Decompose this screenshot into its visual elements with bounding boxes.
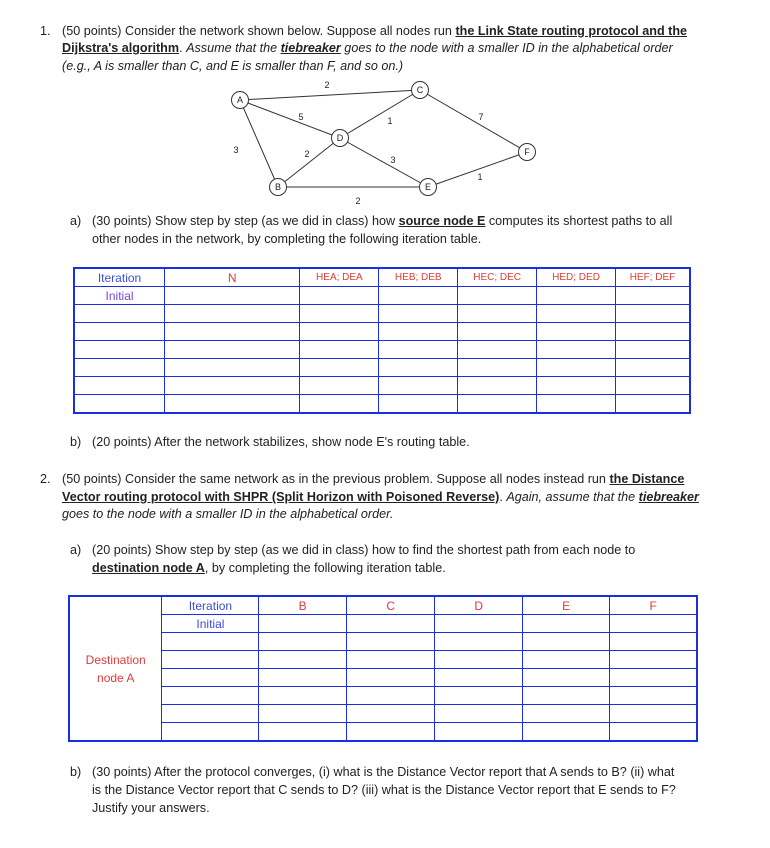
table-cell — [458, 305, 537, 323]
node-label: F — [524, 147, 530, 157]
table-row — [74, 305, 690, 323]
table-cell — [379, 341, 458, 359]
table-cell — [162, 705, 259, 723]
destination-label-line1: Destination — [85, 652, 146, 667]
table-cell — [615, 287, 690, 305]
q1-line1: (50 points) Consider the network shown below. Suppose all nodes run the Link State routing protocol and the — [62, 24, 688, 38]
node-label: B — [274, 182, 282, 192]
q1-number: 1. — [40, 24, 51, 38]
table-cell — [522, 723, 610, 742]
q2-line1: (50 points) Consider the same network as in the previous problem. Suppose all nodes instead run the Distance — [62, 472, 685, 486]
q2-line3: goes to the node with a smaller ID in the alphabetical order. — [62, 507, 394, 521]
table-cell — [165, 287, 300, 305]
table-row — [69, 705, 697, 723]
table-cell — [300, 359, 379, 377]
table-cell — [346, 687, 435, 705]
table-cell — [379, 359, 458, 377]
edge-weight: 7 — [478, 112, 484, 122]
table-cell — [259, 633, 347, 651]
q1b-label: b) — [70, 435, 82, 449]
table-cell — [458, 377, 537, 395]
table-cell — [300, 377, 379, 395]
table-cell — [522, 687, 610, 705]
table-cell — [610, 705, 697, 723]
table-cell — [435, 669, 523, 687]
table-cell — [615, 323, 690, 341]
q2a-label: a) — [70, 543, 82, 557]
q1a-label: a) — [70, 214, 82, 228]
table-cell — [379, 377, 458, 395]
table-cell — [537, 305, 616, 323]
table-row — [74, 359, 690, 377]
table-cell — [522, 615, 610, 633]
edge-weight: 2 — [324, 80, 330, 90]
table-cell — [259, 723, 347, 742]
column-header: HEF; DEF — [615, 268, 690, 287]
table-cell — [162, 723, 259, 742]
edge-weight: 3 — [233, 145, 239, 155]
table-row — [69, 615, 697, 633]
destination-label-line2: node A — [97, 670, 135, 685]
table-cell — [162, 669, 259, 687]
table-cell — [458, 287, 537, 305]
q1-line3: (e.g., A is smaller than C, and E is smaller than F, and so on.) — [62, 59, 404, 73]
column-header: C — [346, 596, 435, 615]
q2b-label: b) — [70, 765, 82, 779]
edge-BD — [278, 138, 340, 187]
edge-weight: 3 — [390, 155, 396, 165]
column-header: F — [610, 596, 697, 615]
table-cell — [522, 633, 610, 651]
table-cell — [615, 359, 690, 377]
column-header: Iteration — [162, 596, 259, 615]
table-row — [69, 633, 697, 651]
q2a-line2: destination node A, by completing the following iteration table. — [92, 561, 446, 575]
table-cell — [346, 615, 435, 633]
column-header: N — [165, 268, 300, 287]
q2b-line2: is the Distance Vector report that C sends to D? (iii) what is the Distance Vector report that E sends to F? — [92, 783, 676, 797]
column-header: Iteration — [74, 268, 165, 287]
table-cell — [537, 287, 616, 305]
table-cell — [615, 395, 690, 414]
edge-DE — [340, 138, 428, 187]
table-cell — [458, 395, 537, 414]
table-cell — [435, 723, 523, 742]
table-row — [69, 723, 697, 742]
column-header: D — [435, 596, 523, 615]
table-cell — [435, 615, 523, 633]
table-cell — [615, 377, 690, 395]
table-cell — [259, 615, 347, 633]
table-cell — [537, 359, 616, 377]
table-cell — [346, 723, 435, 742]
q1b-text: (20 points) After the network stabilizes, show node E's routing table. — [92, 435, 470, 449]
table-row — [69, 596, 697, 615]
table-cell — [537, 341, 616, 359]
table-cell — [379, 287, 458, 305]
table-cell — [610, 615, 697, 633]
table-cell — [615, 341, 690, 359]
table-cell — [259, 669, 347, 687]
table-row — [74, 287, 690, 305]
q1a-line1: (30 points) Show step by step (as we did in class) how source node E computes its shortest paths to all — [92, 214, 673, 228]
table-cell — [379, 395, 458, 414]
table-cell — [259, 651, 347, 669]
table-row — [69, 669, 697, 687]
table-row — [74, 395, 690, 414]
table-cell — [165, 377, 300, 395]
table-cell — [165, 359, 300, 377]
q2-number: 2. — [40, 472, 51, 486]
column-header: B — [259, 596, 347, 615]
table-cell — [300, 323, 379, 341]
node-label: D — [336, 133, 344, 143]
table-cell — [74, 395, 165, 414]
table-cell — [435, 687, 523, 705]
table-cell — [537, 323, 616, 341]
table-cell — [435, 633, 523, 651]
table-cell — [458, 341, 537, 359]
table-cell — [165, 305, 300, 323]
table-cell — [537, 377, 616, 395]
table-cell — [162, 687, 259, 705]
table-cell — [435, 705, 523, 723]
column-header: HEC; DEC — [458, 268, 537, 287]
edge-weight: 2 — [304, 149, 310, 159]
column-header: HED; DED — [537, 268, 616, 287]
table-cell — [165, 395, 300, 414]
q2b-line3: Justify your answers. — [92, 801, 210, 815]
table-cell — [379, 305, 458, 323]
network-graph — [0, 0, 770, 215]
table-cell — [259, 687, 347, 705]
node-label: C — [416, 85, 424, 95]
table-cell — [610, 687, 697, 705]
edge-AB — [240, 100, 278, 187]
table-row — [69, 651, 697, 669]
table-cell — [74, 305, 165, 323]
table-cell — [165, 323, 300, 341]
edge-weight: 5 — [298, 112, 304, 122]
table-cell — [610, 633, 697, 651]
table-cell — [458, 323, 537, 341]
table-cell — [74, 377, 165, 395]
edge-weight: 1 — [387, 116, 393, 126]
table-cell — [522, 669, 610, 687]
table-cell — [300, 287, 379, 305]
table-cell — [300, 395, 379, 414]
table-cell — [615, 305, 690, 323]
table-cell — [435, 651, 523, 669]
node-label: E — [424, 182, 432, 192]
row-label-initial: Initial — [74, 287, 165, 305]
table-cell — [346, 651, 435, 669]
table-cell — [162, 633, 259, 651]
q1-line2: Dijkstra's algorithm. Assume that the tiebreaker goes to the node with a smaller ID in the alphabetical order — [62, 41, 673, 55]
table-cell — [346, 669, 435, 687]
edge-weight: 1 — [477, 172, 483, 182]
column-header: HEB; DEB — [379, 268, 458, 287]
edge-weight: 2 — [355, 196, 361, 206]
table-cell — [522, 651, 610, 669]
table-row — [74, 268, 690, 287]
table-cell — [74, 341, 165, 359]
column-header: HEA; DEA — [300, 268, 379, 287]
table-cell — [346, 633, 435, 651]
edge-CF — [420, 90, 527, 152]
column-header: E — [522, 596, 610, 615]
table-cell — [74, 359, 165, 377]
table-cell — [259, 705, 347, 723]
distance-vector-iteration-table — [68, 595, 698, 742]
table-cell — [300, 341, 379, 359]
row-label-initial: Initial — [162, 615, 259, 633]
table-cell — [74, 323, 165, 341]
table-cell — [165, 341, 300, 359]
table-cell — [537, 395, 616, 414]
table-cell — [522, 705, 610, 723]
edge-AC — [240, 90, 420, 100]
table-cell — [162, 651, 259, 669]
table-cell — [610, 651, 697, 669]
table-row — [74, 341, 690, 359]
node-label: A — [236, 95, 244, 105]
destination-label — [69, 596, 162, 741]
q2a-line1: (20 points) Show step by step (as we did in class) how to find the shortest path from each node to — [92, 543, 636, 557]
edge-DC — [340, 90, 420, 138]
edge-AD — [240, 100, 340, 138]
link-state-iteration-table — [73, 267, 691, 414]
q2-line2: Vector routing protocol with SHPR (Split Horizon with Poisoned Reverse). Again, assume that the tiebreaker — [62, 490, 699, 504]
table-cell — [610, 723, 697, 742]
q1a-line2: other nodes in the network, by completing the following iteration table. — [92, 232, 482, 246]
table-row — [74, 377, 690, 395]
table-cell — [300, 305, 379, 323]
table-cell — [346, 705, 435, 723]
table-row — [74, 323, 690, 341]
q2b-line1: (30 points) After the protocol converges, (i) what is the Distance Vector report that A sends to B? (ii) what — [92, 765, 675, 779]
table-cell — [610, 669, 697, 687]
table-row — [69, 687, 697, 705]
table-cell — [458, 359, 537, 377]
table-cell — [379, 323, 458, 341]
